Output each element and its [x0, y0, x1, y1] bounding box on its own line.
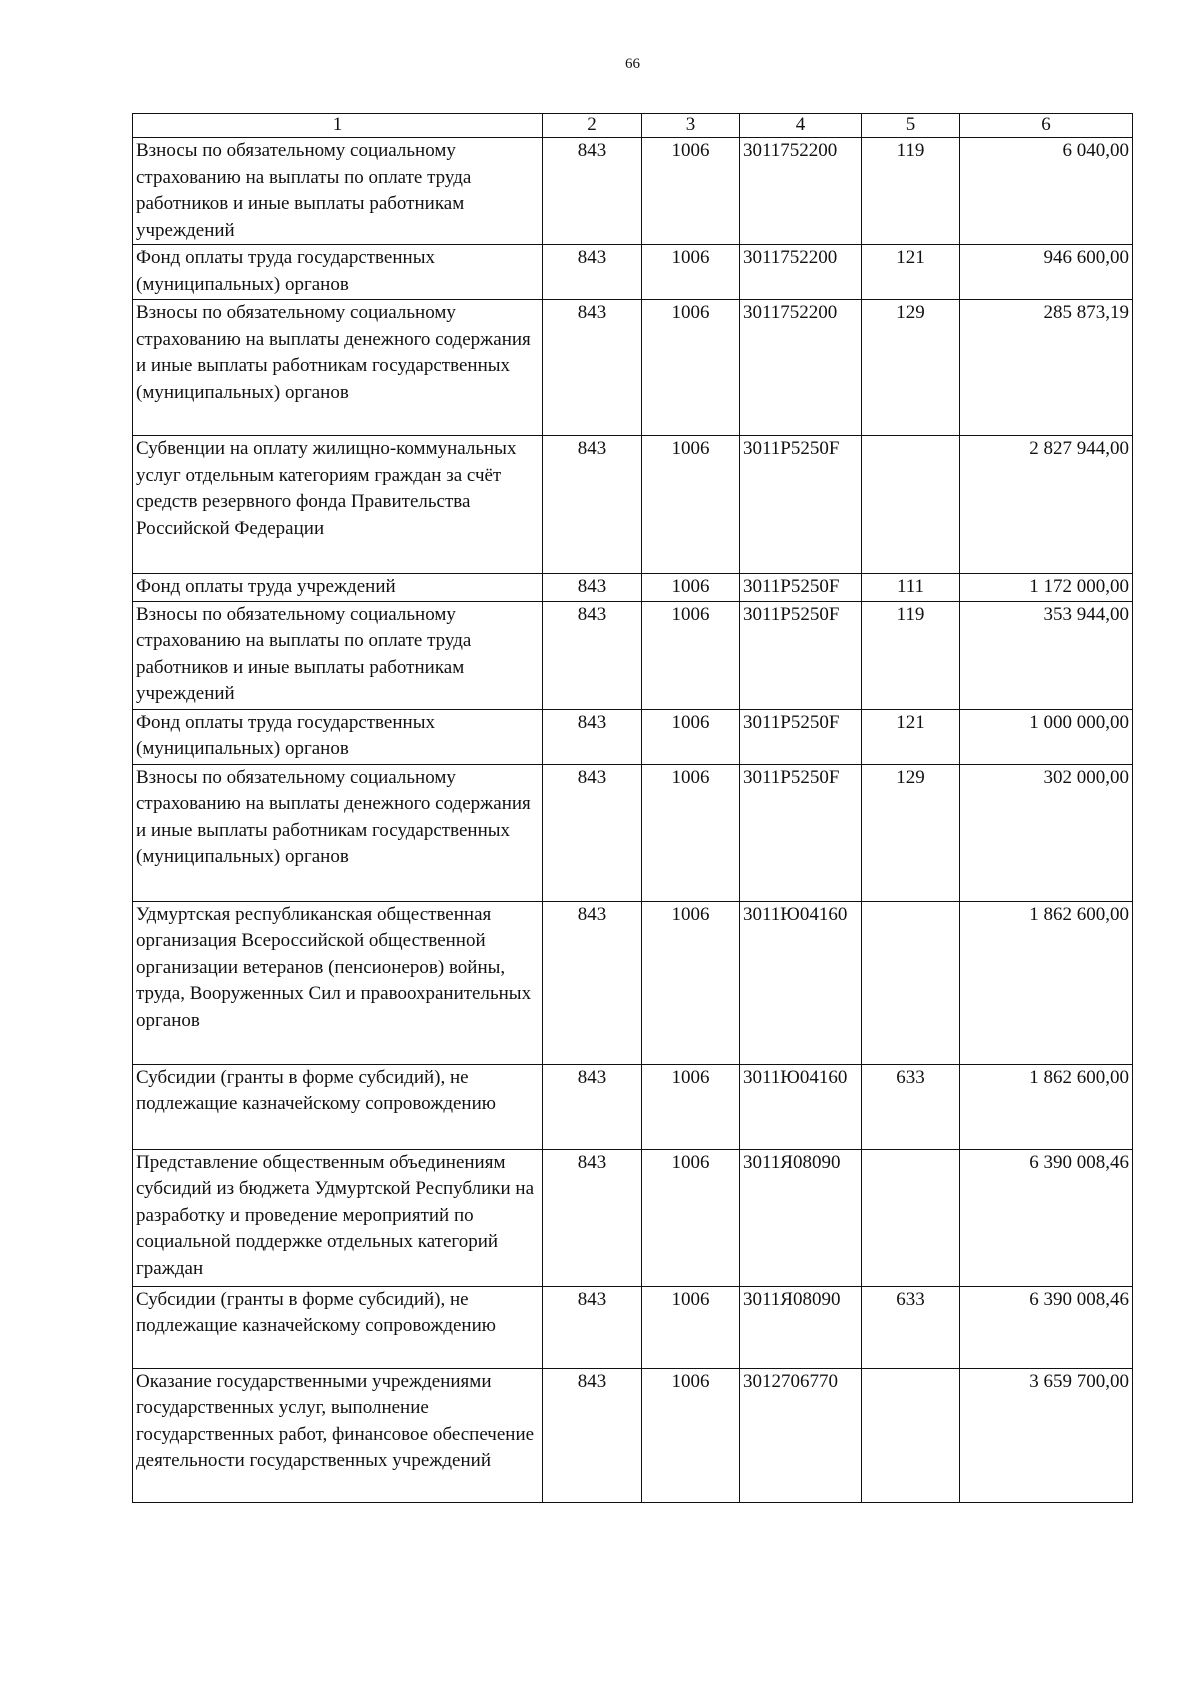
row-kvr: 129 [862, 764, 960, 901]
row-amount: 3 659 700,00 [960, 1368, 1133, 1502]
row-amount: 353 944,00 [960, 601, 1133, 709]
table-row [133, 764, 1133, 901]
row-kcsr: 3011P5250F [740, 709, 862, 764]
row-grbs: 843 [543, 574, 642, 602]
row-kcsr: 3011752200 [740, 138, 862, 245]
row-amount: 2 827 944,00 [960, 436, 1133, 574]
row-kcsr: 3011Ю04160 [740, 901, 862, 1064]
row-rzpr: 1006 [642, 901, 740, 1064]
row-kvr: 111 [862, 574, 960, 602]
row-kcsr: 3011752200 [740, 300, 862, 436]
row-kcsr: 3011Ю04160 [740, 1064, 862, 1149]
table-row [133, 1368, 1133, 1502]
header-row [133, 114, 1133, 138]
row-name: Удмуртская республиканская общественная организация Всероссийской общественной организации ветеранов (пенсионеров) войны, труда, Вооруженных Сил и правоохранительных органов [133, 901, 543, 1064]
row-name: Субсидии (гранты в форме субсидий), не подлежащие казначейскому сопровождению [133, 1064, 543, 1149]
header-cell-4: 4 [740, 114, 862, 138]
table-row [133, 1064, 1133, 1149]
row-amount: 1 000 000,00 [960, 709, 1133, 764]
table-row [133, 245, 1133, 300]
table-row [133, 574, 1133, 602]
row-kvr [862, 1368, 960, 1502]
table-row [133, 1286, 1133, 1368]
row-kvr: 633 [862, 1064, 960, 1149]
row-grbs: 843 [543, 245, 642, 300]
row-rzpr: 1006 [642, 138, 740, 245]
row-amount: 6 040,00 [960, 138, 1133, 245]
row-rzpr: 1006 [642, 574, 740, 602]
header-cell-2: 2 [543, 114, 642, 138]
row-name: Фонд оплаты труда учреждений [133, 574, 543, 602]
row-kcsr: 3011Я08090 [740, 1286, 862, 1368]
row-grbs: 843 [543, 300, 642, 436]
row-name: Субсидии (гранты в форме субсидий), не подлежащие казначейскому сопровождению [133, 1286, 543, 1368]
row-rzpr: 1006 [642, 764, 740, 901]
row-rzpr: 1006 [642, 436, 740, 574]
row-rzpr: 1006 [642, 245, 740, 300]
row-grbs: 843 [543, 764, 642, 901]
row-rzpr: 1006 [642, 601, 740, 709]
row-grbs: 843 [543, 1149, 642, 1286]
row-kvr: 121 [862, 709, 960, 764]
row-grbs: 843 [543, 901, 642, 1064]
row-kvr [862, 1149, 960, 1286]
budget-table [132, 113, 1133, 1503]
table-row [133, 601, 1133, 709]
row-kvr: 121 [862, 245, 960, 300]
row-amount: 1 862 600,00 [960, 901, 1133, 1064]
table-row [133, 709, 1133, 764]
row-grbs: 843 [543, 709, 642, 764]
row-kvr: 119 [862, 601, 960, 709]
row-grbs: 843 [543, 1368, 642, 1502]
row-amount: 6 390 008,46 [960, 1149, 1133, 1286]
row-amount: 6 390 008,46 [960, 1286, 1133, 1368]
row-name: Фонд оплаты труда государственных (муниципальных) органов [133, 709, 543, 764]
row-rzpr: 1006 [642, 1064, 740, 1149]
page-number: 66 [625, 56, 640, 72]
row-name: Взносы по обязательному социальному страхованию на выплаты денежного содержания и иные выплаты работникам государственных (муниципальных) органов [133, 300, 543, 436]
row-name: Взносы по обязательному социальному страхованию на выплаты денежного содержания и иные выплаты работникам государственных (муниципальных) органов [133, 764, 543, 901]
row-kcsr: 3011P5250F [740, 574, 862, 602]
row-name: Субвенции на оплату жилищно-коммунальных услуг отдельным категориям граждан за счёт средств резервного фонда Правительства Российской Федерации [133, 436, 543, 574]
table-row [133, 436, 1133, 574]
row-amount: 946 600,00 [960, 245, 1133, 300]
header-cell-3: 3 [642, 114, 740, 138]
row-rzpr: 1006 [642, 709, 740, 764]
row-grbs: 843 [543, 138, 642, 245]
row-name: Представление общественным объединениям субсидий из бюджета Удмуртской Республики на разработку и проведение мероприятий по социальной поддержке отдельных категорий граждан [133, 1149, 543, 1286]
row-grbs: 843 [543, 1064, 642, 1149]
row-kvr: 633 [862, 1286, 960, 1368]
row-amount: 302 000,00 [960, 764, 1133, 901]
row-rzpr: 1006 [642, 1368, 740, 1502]
row-amount: 1 172 000,00 [960, 574, 1133, 602]
row-amount: 1 862 600,00 [960, 1064, 1133, 1149]
row-name: Оказание государственными учреждениями государственных услуг, выполнение государственных работ, финансовое обеспечение деятельности государственных учреждений [133, 1368, 543, 1502]
table-row [133, 138, 1133, 245]
row-kvr: 119 [862, 138, 960, 245]
row-name: Взносы по обязательному социальному страхованию на выплаты по оплате труда работников и иные выплаты работникам учреждений [133, 601, 543, 709]
table-row [133, 901, 1133, 1064]
row-grbs: 843 [543, 601, 642, 709]
row-kvr: 129 [862, 300, 960, 436]
row-amount: 285 873,19 [960, 300, 1133, 436]
header-cell-5: 5 [862, 114, 960, 138]
row-name: Взносы по обязательному социальному страхованию на выплаты по оплате труда работников и иные выплаты работникам учреждений [133, 138, 543, 245]
row-grbs: 843 [543, 1286, 642, 1368]
row-grbs: 843 [543, 436, 642, 574]
row-kcsr: 3011P5250F [740, 764, 862, 901]
row-name: Фонд оплаты труда государственных (муниципальных) органов [133, 245, 543, 300]
row-rzpr: 1006 [642, 300, 740, 436]
table-row [133, 1149, 1133, 1286]
row-kcsr: 3011P5250F [740, 601, 862, 709]
row-kcsr: 3012706770 [740, 1368, 862, 1502]
table-row [133, 300, 1133, 436]
row-rzpr: 1006 [642, 1149, 740, 1286]
header-cell-1: 1 [133, 114, 543, 138]
row-kvr [862, 901, 960, 1064]
row-kcsr: 3011P5250F [740, 436, 862, 574]
row-kcsr: 3011Я08090 [740, 1149, 862, 1286]
row-kcsr: 3011752200 [740, 245, 862, 300]
row-rzpr: 1006 [642, 1286, 740, 1368]
header-cell-6: 6 [960, 114, 1133, 138]
row-kvr [862, 436, 960, 574]
